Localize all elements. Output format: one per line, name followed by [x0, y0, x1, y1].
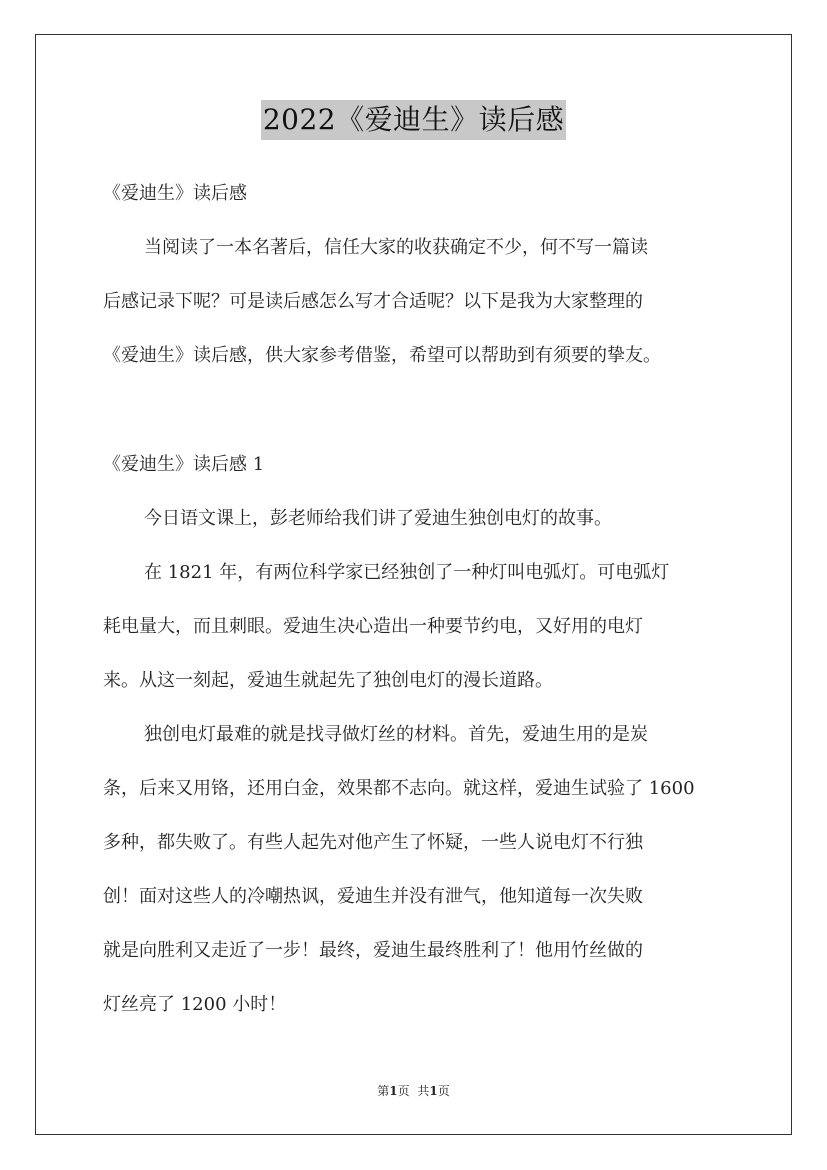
body-line-1: 今日语文课上，彭老师给我们讲了爱迪生独创电灯的故事。	[144, 508, 612, 529]
title-container	[0, 100, 827, 140]
body-line-4: 来。从这一刻起，爱迪生就起先了独创电灯的漫长道路。	[103, 670, 553, 691]
body-line-5: 独创电灯最难的就是找寻做灯丝的材料。首先，爱迪生用的是炭	[144, 724, 648, 745]
page-suffix: 页	[397, 1084, 410, 1098]
body-line-3: 耗电量大，而且刺眼。爱迪生决心造出一种要节约电，又好用的电灯	[103, 616, 643, 637]
page-number: 1	[389, 1084, 398, 1098]
page-footer	[0, 1083, 827, 1099]
page-prefix: 第	[377, 1084, 390, 1098]
body-line-7: 多种，都失败了。有些人起先对他产生了怀疑，一些人说电灯不行独	[103, 832, 643, 853]
body-line-6: 条，后来又用铬，还用白金，效果都不志向。就这样，爱迪生试验了 1600	[103, 778, 695, 799]
document-subtitle: 《爱迪生》读后感	[103, 183, 247, 204]
body-line-8: 创！面对这些人的冷嘲热讽，爱迪生并没有泄气，他知道每一次失败	[103, 886, 643, 907]
document-title: 2022《爱迪生》读后感	[261, 100, 566, 140]
intro-line-2: 后感记录下呢？可是读后感怎么写才合适呢？以下是我为大家整理的	[103, 291, 643, 312]
intro-line-3: 《爱迪生》读后感，供大家参考借鉴，希望可以帮助到有须要的挚友。	[103, 345, 661, 366]
page-total: 1	[429, 1084, 438, 1098]
total-prefix: 共	[417, 1084, 430, 1098]
body-line-10: 灯丝亮了 1200 小时！	[103, 994, 287, 1015]
body-line-9: 就是向胜利又走近了一步！最终，爱迪生最终胜利了！他用竹丝做的	[103, 940, 643, 961]
section-heading: 《爱迪生》读后感 1	[103, 454, 265, 475]
total-suffix: 页	[437, 1084, 450, 1098]
intro-line-1: 当阅读了一本名著后，信任大家的收获确定不少，何不写一篇读	[144, 237, 648, 258]
body-line-2: 在 1821 年，有两位科学家已经独创了一种灯叫电弧灯。可电弧灯	[144, 562, 670, 583]
